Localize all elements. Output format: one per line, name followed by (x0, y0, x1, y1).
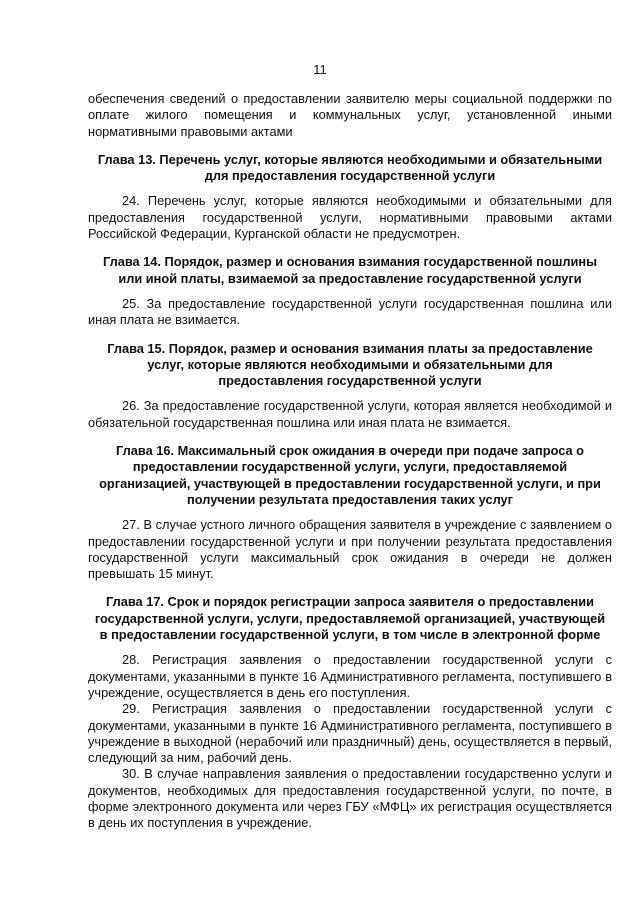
paragraph-28: 28. Регистрация заявления о предоставлении государственной услуги с документами, указанными в пункте 16 Административного регламента, поступившего в учреждение, осуществляется в день его поступления. (88, 652, 612, 700)
chapter-14-heading: Глава 14. Порядок, размер и основания взимания государственной пошлины или иной платы, взимаемой за предоставление государственной услуги (102, 254, 598, 286)
document-body (88, 91, 612, 832)
paragraph-26: 26. За предоставление государственной услуги, которая является необходимой и обязательной государственная пошлина или иная плата не взимается. (88, 398, 612, 430)
page-number: 11 (313, 62, 327, 77)
paragraph-29: 29. Регистрация заявления о предоставлении государственной услуги с документами, указанными в пункте 16 Административного регламента, поступившего в учреждение в выходной (нерабочий или праздничный) день, осуществляется в первый, следующий за ним, рабочий день. (88, 701, 612, 766)
paragraph-24: 24. Перечень услуг, которые являются необходимыми и обязательными для предоставления государственной услуги, нормативными правовыми актами Российской Федерации, Курганской области не предусмотрен. (88, 193, 612, 242)
paragraph-25: 25. За предоставление государственной услуги государственная пошлина или иная плата не взимается. (88, 295, 612, 328)
paragraph-30: 30. В случае направления заявления о предоставлении государственно услуги и документов, необходимых для предоставления государственной услуги, по почте, в форме электронного документа или через ГБУ «МФЦ» их регистрация осуществляется в день их поступления в учреждение. (88, 766, 612, 831)
chapter-13-heading: Глава 13. Перечень услуг, которые являются необходимыми и обязательными для предоставления государственной услуги (97, 151, 603, 184)
paragraph-27: 27. В случае устного личного обращения заявителя в учреждение с заявлением о предоставлении государственной услуги и при получении результата предоставления государственной услуги максимальный срок ожидания в очереди не должен превышать 15 минут. (88, 517, 612, 582)
chapter-16-heading: Глава 16. Максимальный срок ожидания в очереди при подаче запроса о предоставлении государственной услуги, услуги, предоставляемой организацией, участвующей в предоставлении государственной услуги, и при получении результата предоставления таких услуг (99, 443, 601, 507)
chapter-15-heading: Глава 15. Порядок, размер и основания взимания платы за предоставление услуг, которые являются необходимыми и обязательными для предоставления государственной услуги (107, 340, 593, 389)
chapter-17-heading: Глава 17. Срок и порядок регистрации запроса заявителя о предоставлении государственной услуги, услуги, предоставляемой организацией, участвующей в предоставлении государственной услуги, в том числе в электронной форме (94, 594, 606, 643)
paragraph-continuation: обеспечения сведений о предоставлении заявителю меры социальной поддержки по оплате жилого помещения и коммунальных услуг, установленной иными нормативными правовыми актами (88, 91, 612, 139)
